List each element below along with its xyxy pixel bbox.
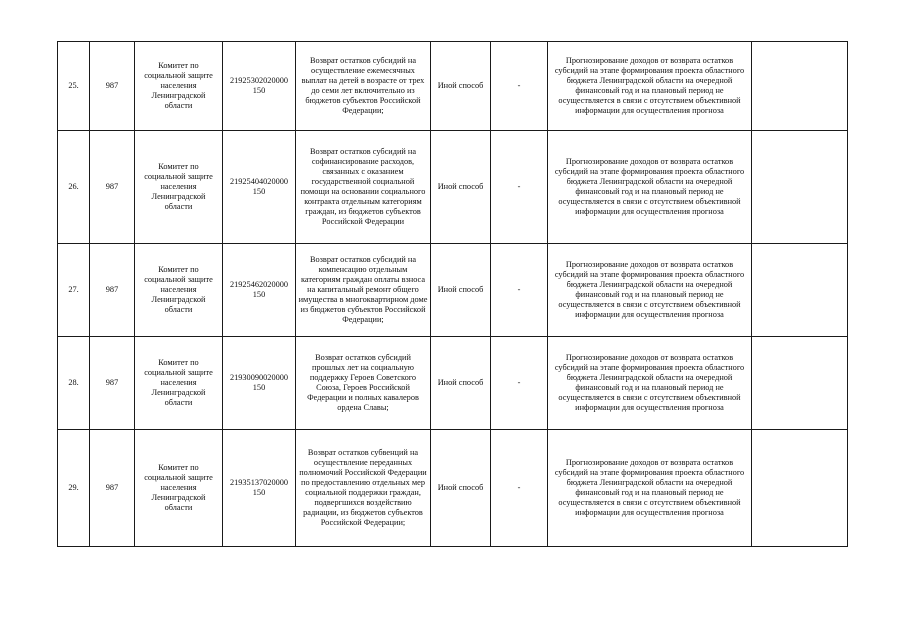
row-number: 25. — [58, 42, 90, 131]
revenue-description: Возврат остатков субвенций на осуществление переданных полномочий Российской Федерации по предоставлению отдельных мер социальной поддержки граждан, подвергшихся воздействию радиации, из бюджетов субъектов Российской Федерации; — [296, 430, 431, 547]
admin-name: Комитет по социальной защите населения Ленинградской области — [135, 244, 223, 337]
revenue-description: Возврат остатков субсидий прошлых лет на социальную поддержку Героев Советского Союза, Героев Российской Федерации и полных кавалеров ордена Славы; — [296, 337, 431, 430]
row-number: 28. — [58, 337, 90, 430]
forecast-note: Прогнозирование доходов от возврата остатков субсидий на этапе формирования проекта областного бюджета Ленинградской области на очередной финансовый год и на плановый период не осуществляется в связи с отсутствием объективной информации для осуществления прогноза — [548, 244, 752, 337]
kbk-code — [223, 337, 296, 430]
row-number: 27. — [58, 244, 90, 337]
formula-cell: - — [491, 42, 548, 131]
forecast-method: Иной способ — [431, 337, 491, 430]
table-row — [58, 337, 848, 430]
forecast-method: Иной способ — [431, 131, 491, 244]
kbk-code — [223, 131, 296, 244]
revenue-forecast-table — [57, 41, 848, 547]
kbk-code — [223, 244, 296, 337]
empty-cell — [752, 42, 848, 131]
kbk-code-line1: 21925404020000 — [229, 177, 289, 186]
kbk-code-line1: 21930090020000 — [229, 373, 289, 382]
kbk-code-line1: 21935137020000 — [229, 478, 289, 487]
kbk-code-line2: 150 — [252, 187, 266, 196]
revenue-description: Возврат остатков субсидий на софинансирование расходов, связанных с оказанием государственной социальной помощи на основании социального контракта отдельным категориям граждан, из бюджетов субъектов Российской Федерации — [296, 131, 431, 244]
kbk-code-line1: 21925302020000 — [229, 76, 289, 85]
admin-code: 987 — [90, 337, 135, 430]
forecast-note: Прогнозирование доходов от возврата остатков субсидий на этапе формирования проекта областного бюджета Ленинградской области на очередной финансовый год и на плановый период не осуществляется в связи с отсутствием объективной информации для осуществления прогноза — [548, 131, 752, 244]
empty-cell — [752, 244, 848, 337]
kbk-code-line2: 150 — [252, 383, 266, 392]
admin-name: Комитет по социальной защите населения Ленинградской области — [135, 430, 223, 547]
admin-name: Комитет по социальной защите населения Ленинградской области — [135, 42, 223, 131]
admin-name: Комитет по социальной защите населения Ленинградской области — [135, 131, 223, 244]
row-number: 29. — [58, 430, 90, 547]
forecast-method: Иной способ — [431, 42, 491, 131]
empty-cell — [752, 430, 848, 547]
kbk-code — [223, 430, 296, 547]
revenue-description: Возврат остатков субсидий на осуществление ежемесячных выплат на детей в возрасте от трех до семи лет включительно из бюджетов субъектов Российской Федерации; — [296, 42, 431, 131]
revenue-description: Возврат остатков субсидий на компенсацию отдельным категориям граждан оплаты взноса на капитальный ремонт общего имущества в многоквартирном доме из бюджетов субъектов Российской Федерации; — [296, 244, 431, 337]
formula-cell: - — [491, 244, 548, 337]
table-row — [58, 42, 848, 131]
admin-name: Комитет по социальной защите населения Ленинградской области — [135, 337, 223, 430]
table-row — [58, 430, 848, 547]
admin-code: 987 — [90, 42, 135, 131]
admin-code: 987 — [90, 244, 135, 337]
forecast-method: Иной способ — [431, 430, 491, 547]
kbk-code-line2: 150 — [252, 488, 266, 497]
admin-code: 987 — [90, 430, 135, 547]
formula-cell: - — [491, 337, 548, 430]
admin-code: 987 — [90, 131, 135, 244]
forecast-method: Иной способ — [431, 244, 491, 337]
forecast-note: Прогнозирование доходов от возврата остатков субсидий на этапе формирования проекта областного бюджета Ленинградской области на очередной финансовый год и на плановый период не осуществляется в связи с отсутствием объективной информации для осуществления прогноза — [548, 42, 752, 131]
kbk-code — [223, 42, 296, 131]
formula-cell: - — [491, 131, 548, 244]
forecast-note: Прогнозирование доходов от возврата остатков субсидий на этапе формирования проекта областного бюджета Ленинградской области на очередной финансовый год и на плановый период не осуществляется в связи с отсутствием объективной информации для осуществления прогноза — [548, 430, 752, 547]
formula-cell: - — [491, 430, 548, 547]
row-number: 26. — [58, 131, 90, 244]
kbk-code-line2: 150 — [252, 290, 266, 299]
empty-cell — [752, 131, 848, 244]
table-row — [58, 244, 848, 337]
forecast-note: Прогнозирование доходов от возврата остатков субсидий на этапе формирования проекта областного бюджета Ленинградской области на очередной финансовый год и на плановый период не осуществляется в связи с отсутствием объективной информации для осуществления прогноза — [548, 337, 752, 430]
empty-cell — [752, 337, 848, 430]
kbk-code-line2: 150 — [252, 86, 266, 95]
kbk-code-line1: 21925462020000 — [229, 280, 289, 289]
table-row — [58, 131, 848, 244]
